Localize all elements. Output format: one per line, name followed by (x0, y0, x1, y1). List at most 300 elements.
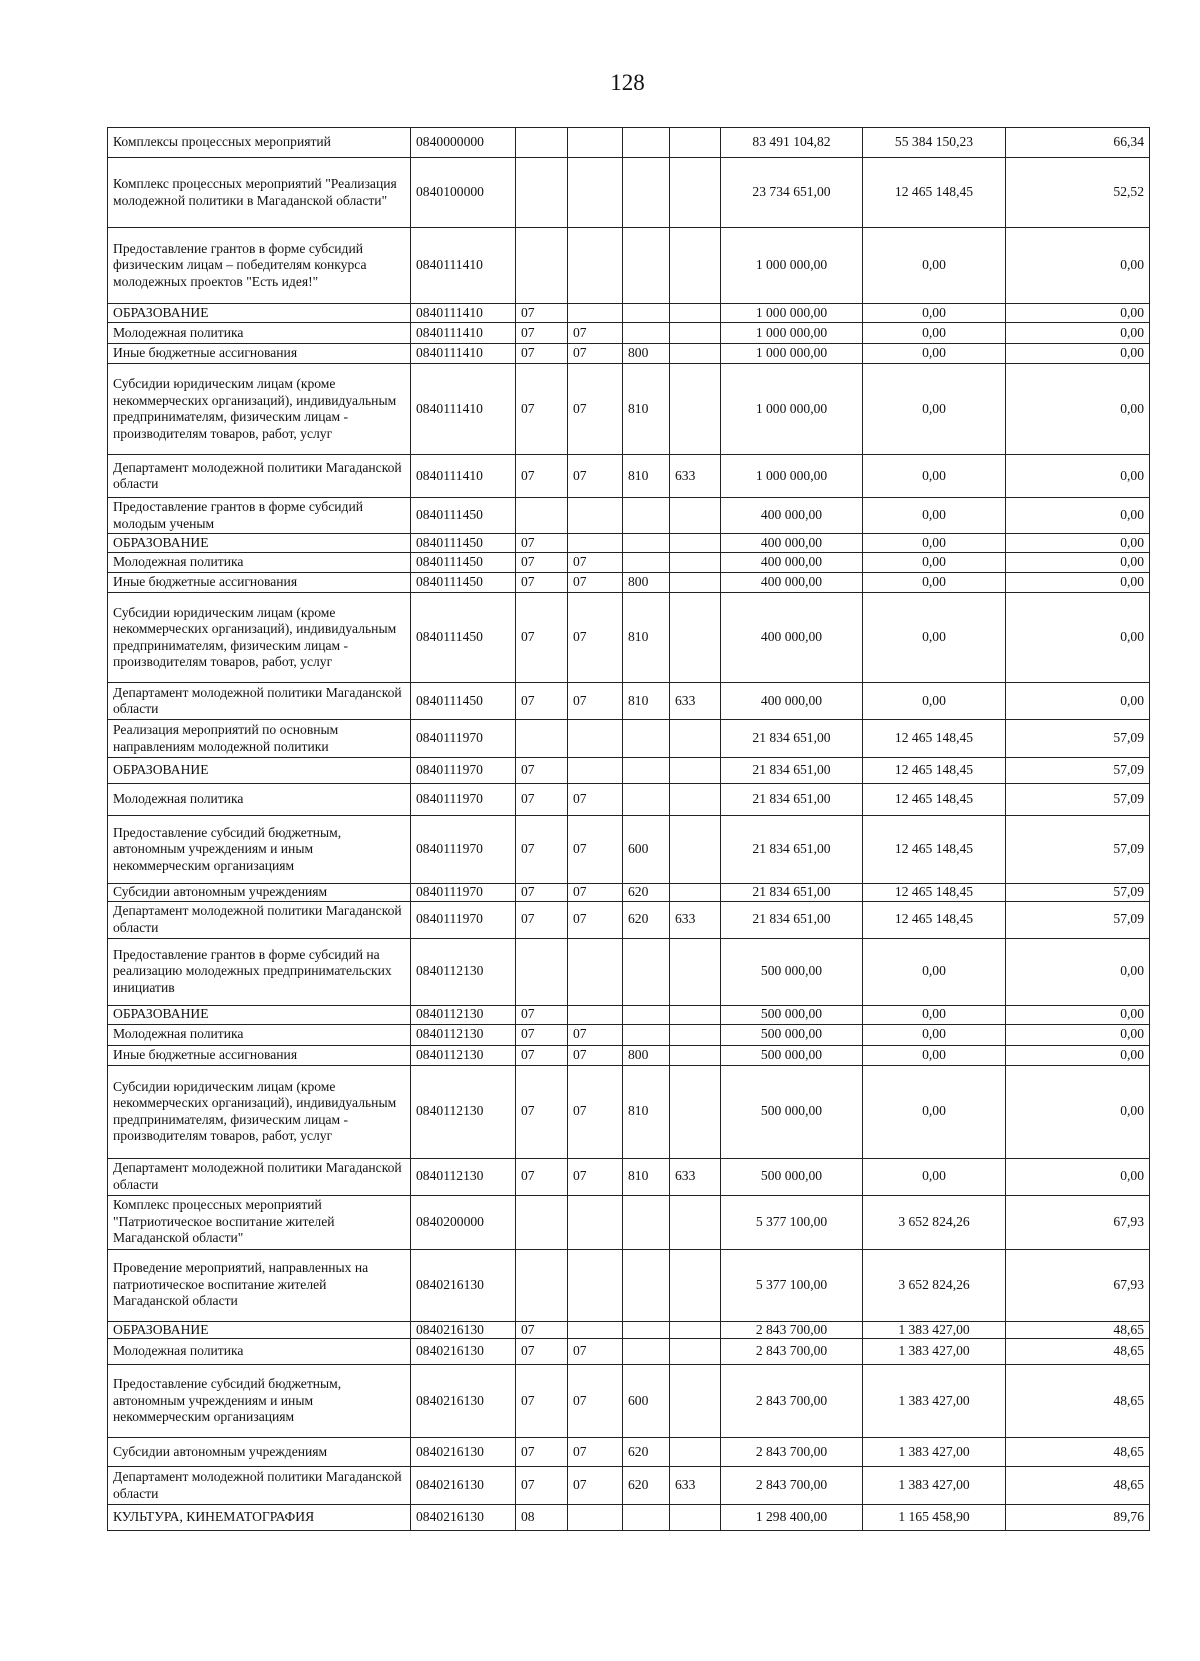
row-executed: 0,00 (863, 534, 1006, 553)
row-percent: 57,09 (1006, 901, 1150, 938)
row-target-article: 0840111970 (411, 720, 516, 758)
row-percent: 0,00 (1006, 938, 1150, 1005)
row-target-article: 0840111450 (411, 534, 516, 553)
row-subsection: 07 (568, 1339, 623, 1365)
row-percent: 89,76 (1006, 1505, 1150, 1531)
row-subsection: 07 (568, 784, 623, 816)
table-row (108, 938, 1150, 1005)
row-name: Иные бюджетные ассигнования (108, 573, 411, 593)
row-name: Департамент молодежной политики Магаданской области (108, 1158, 411, 1195)
row-section: 07 (516, 1045, 568, 1065)
row-subsection: 07 (568, 344, 623, 364)
row-planned: 500 000,00 (721, 1024, 863, 1045)
table-row (108, 683, 1150, 720)
row-section: 07 (516, 1339, 568, 1365)
row-name: Иные бюджетные ассигнования (108, 344, 411, 364)
row-administrator (670, 553, 721, 573)
row-planned: 23 734 651,00 (721, 158, 863, 228)
row-planned: 500 000,00 (721, 1158, 863, 1195)
row-planned: 2 843 700,00 (721, 1467, 863, 1505)
row-administrator (670, 344, 721, 364)
row-executed: 1 383 427,00 (863, 1467, 1006, 1505)
row-name: Молодежная политика (108, 1024, 411, 1045)
table-row (108, 573, 1150, 593)
row-planned: 5 377 100,00 (721, 1195, 863, 1249)
row-administrator (670, 884, 721, 902)
row-planned: 21 834 651,00 (721, 901, 863, 938)
row-administrator (670, 364, 721, 455)
row-executed: 12 465 148,45 (863, 901, 1006, 938)
row-target-article: 0840111410 (411, 228, 516, 304)
row-planned: 400 000,00 (721, 683, 863, 720)
row-percent: 0,00 (1006, 1024, 1150, 1045)
row-subsection: 07 (568, 553, 623, 573)
row-planned: 400 000,00 (721, 553, 863, 573)
row-planned: 21 834 651,00 (721, 758, 863, 784)
row-section: 07 (516, 593, 568, 683)
row-subsection: 07 (568, 884, 623, 902)
table-row (108, 1438, 1150, 1467)
row-administrator (670, 720, 721, 758)
row-planned: 1 000 000,00 (721, 323, 863, 344)
row-target-article: 0840111450 (411, 593, 516, 683)
row-name: Департамент молодежной политики Магаданской области (108, 1467, 411, 1505)
row-executed: 0,00 (863, 304, 1006, 323)
row-name: Субсидии автономным учреждениям (108, 1438, 411, 1467)
row-percent: 0,00 (1006, 498, 1150, 534)
table-row (108, 364, 1150, 455)
row-expense-type (623, 758, 670, 784)
row-percent: 48,65 (1006, 1365, 1150, 1438)
row-executed: 12 465 148,45 (863, 816, 1006, 884)
row-executed: 0,00 (863, 364, 1006, 455)
row-name: Предоставление субсидий бюджетным, автономным учреждениям и иным некоммерческим организациям (108, 816, 411, 884)
row-name: Субсидии юридическим лицам (кроме некоммерческих организаций), индивидуальным предпринимателям, физическим лицам - производителям товаров, работ, услуг (108, 1065, 411, 1158)
row-section: 07 (516, 364, 568, 455)
row-planned: 2 843 700,00 (721, 1438, 863, 1467)
row-subsection (568, 228, 623, 304)
row-administrator (670, 1005, 721, 1024)
row-subsection (568, 720, 623, 758)
row-target-article: 0840111410 (411, 323, 516, 344)
row-planned: 400 000,00 (721, 498, 863, 534)
row-expense-type: 810 (623, 683, 670, 720)
row-expense-type (623, 498, 670, 534)
row-subsection: 07 (568, 1065, 623, 1158)
row-planned: 500 000,00 (721, 938, 863, 1005)
row-section: 07 (516, 1321, 568, 1339)
row-target-article: 0840216130 (411, 1467, 516, 1505)
row-name: ОБРАЗОВАНИЕ (108, 1321, 411, 1339)
row-expense-type: 810 (623, 364, 670, 455)
row-name: Иные бюджетные ассигнования (108, 1045, 411, 1065)
row-planned: 21 834 651,00 (721, 720, 863, 758)
row-name: Комплекс процессных мероприятий "Реализация молодежной политики в Магаданской области" (108, 158, 411, 228)
row-name: Проведение мероприятий, направленных на патриотическое воспитание жителей Магаданской области (108, 1249, 411, 1321)
row-name: КУЛЬТУРА, КИНЕМАТОГРАФИЯ (108, 1505, 411, 1531)
row-percent: 0,00 (1006, 323, 1150, 344)
row-expense-type (623, 1505, 670, 1531)
row-planned: 2 843 700,00 (721, 1365, 863, 1438)
row-expense-type (623, 228, 670, 304)
row-planned: 500 000,00 (721, 1065, 863, 1158)
row-expense-type (623, 1249, 670, 1321)
row-subsection (568, 498, 623, 534)
table-row (108, 1065, 1150, 1158)
row-administrator: 633 (670, 1467, 721, 1505)
row-executed: 0,00 (863, 455, 1006, 498)
row-subsection (568, 938, 623, 1005)
row-section: 07 (516, 1024, 568, 1045)
row-name: Субсидии автономным учреждениям (108, 884, 411, 902)
row-target-article: 0840111450 (411, 683, 516, 720)
row-name: Предоставление грантов в форме субсидий на реализацию молодежных предпринимательских инициатив (108, 938, 411, 1005)
table-row (108, 304, 1150, 323)
table-row (108, 720, 1150, 758)
row-expense-type: 620 (623, 884, 670, 902)
row-section: 07 (516, 455, 568, 498)
row-administrator: 633 (670, 683, 721, 720)
row-percent: 48,65 (1006, 1438, 1150, 1467)
table-row (108, 344, 1150, 364)
row-section (516, 720, 568, 758)
row-expense-type (623, 158, 670, 228)
row-planned: 1 298 400,00 (721, 1505, 863, 1531)
row-administrator (670, 758, 721, 784)
row-administrator (670, 593, 721, 683)
row-subsection: 07 (568, 1365, 623, 1438)
row-percent: 57,09 (1006, 884, 1150, 902)
row-name: Предоставление грантов в форме субсидий молодым ученым (108, 498, 411, 534)
row-expense-type (623, 304, 670, 323)
row-name: Субсидии юридическим лицам (кроме некоммерческих организаций), индивидуальным предпринимателям, физическим лицам - производителям товаров, работ, услуг (108, 364, 411, 455)
row-section: 07 (516, 758, 568, 784)
row-executed: 12 465 148,45 (863, 784, 1006, 816)
row-expense-type (623, 323, 670, 344)
row-expense-type: 620 (623, 1438, 670, 1467)
budget-table (107, 127, 1150, 1531)
table-row (108, 758, 1150, 784)
row-name: ОБРАЗОВАНИЕ (108, 304, 411, 323)
row-name: Реализация мероприятий по основным направлениям молодежной политики (108, 720, 411, 758)
row-target-article: 0840112130 (411, 938, 516, 1005)
row-administrator: 633 (670, 901, 721, 938)
row-administrator (670, 938, 721, 1005)
row-section: 07 (516, 816, 568, 884)
row-subsection: 07 (568, 1024, 623, 1045)
row-expense-type (623, 1321, 670, 1339)
row-subsection: 07 (568, 1438, 623, 1467)
row-subsection: 07 (568, 1467, 623, 1505)
row-planned: 1 000 000,00 (721, 364, 863, 455)
row-subsection (568, 1321, 623, 1339)
row-target-article: 0840216130 (411, 1438, 516, 1467)
row-administrator: 633 (670, 1158, 721, 1195)
table-row (108, 1195, 1150, 1249)
row-section: 07 (516, 1438, 568, 1467)
table-row (108, 553, 1150, 573)
row-subsection: 07 (568, 1045, 623, 1065)
row-target-article: 0840111410 (411, 364, 516, 455)
row-target-article: 0840111450 (411, 553, 516, 573)
row-percent: 0,00 (1006, 553, 1150, 573)
budget-table-body (108, 128, 1150, 1531)
row-executed: 0,00 (863, 553, 1006, 573)
row-percent: 0,00 (1006, 683, 1150, 720)
row-expense-type (623, 128, 670, 158)
row-subsection: 07 (568, 683, 623, 720)
row-expense-type (623, 534, 670, 553)
row-planned: 1 000 000,00 (721, 455, 863, 498)
row-target-article: 0840111970 (411, 901, 516, 938)
row-name: Предоставление субсидий бюджетным, автономным учреждениям и иным некоммерческим организациям (108, 1365, 411, 1438)
row-executed: 1 383 427,00 (863, 1438, 1006, 1467)
row-percent: 48,65 (1006, 1467, 1150, 1505)
row-section (516, 938, 568, 1005)
row-percent: 0,00 (1006, 1065, 1150, 1158)
row-section: 07 (516, 784, 568, 816)
table-row (108, 884, 1150, 902)
table-row (108, 1158, 1150, 1195)
row-percent: 0,00 (1006, 1005, 1150, 1024)
row-planned: 400 000,00 (721, 593, 863, 683)
row-percent: 0,00 (1006, 573, 1150, 593)
table-row (108, 128, 1150, 158)
row-target-article: 0840216130 (411, 1321, 516, 1339)
row-section (516, 128, 568, 158)
row-administrator (670, 1249, 721, 1321)
row-executed: 12 465 148,45 (863, 158, 1006, 228)
row-target-article: 0840111970 (411, 816, 516, 884)
row-executed: 0,00 (863, 323, 1006, 344)
row-target-article: 0840200000 (411, 1195, 516, 1249)
row-executed: 55 384 150,23 (863, 128, 1006, 158)
row-executed: 12 465 148,45 (863, 720, 1006, 758)
table-row (108, 784, 1150, 816)
row-administrator (670, 1339, 721, 1365)
row-executed: 0,00 (863, 573, 1006, 593)
row-target-article: 0840000000 (411, 128, 516, 158)
row-name: Предоставление грантов в форме субсидий физическим лицам – победителям конкурса молодежных проектов "Есть идея!" (108, 228, 411, 304)
row-section (516, 228, 568, 304)
row-percent: 52,52 (1006, 158, 1150, 228)
row-planned: 2 843 700,00 (721, 1321, 863, 1339)
row-percent: 0,00 (1006, 593, 1150, 683)
row-subsection (568, 128, 623, 158)
row-target-article: 0840112130 (411, 1065, 516, 1158)
row-name: Комплексы процессных мероприятий (108, 128, 411, 158)
row-section: 07 (516, 323, 568, 344)
row-executed: 0,00 (863, 1065, 1006, 1158)
row-expense-type (623, 1005, 670, 1024)
row-subsection (568, 534, 623, 553)
row-percent: 0,00 (1006, 534, 1150, 553)
row-administrator: 633 (670, 455, 721, 498)
row-executed: 12 465 148,45 (863, 758, 1006, 784)
row-executed: 0,00 (863, 593, 1006, 683)
row-executed: 0,00 (863, 1158, 1006, 1195)
row-section (516, 1195, 568, 1249)
table-row (108, 593, 1150, 683)
row-executed: 0,00 (863, 938, 1006, 1005)
row-expense-type: 810 (623, 1158, 670, 1195)
row-name: Молодежная политика (108, 784, 411, 816)
row-executed: 3 652 824,26 (863, 1195, 1006, 1249)
row-target-article: 0840111970 (411, 784, 516, 816)
row-section: 07 (516, 884, 568, 902)
row-section: 07 (516, 304, 568, 323)
row-section: 07 (516, 1065, 568, 1158)
row-planned: 21 834 651,00 (721, 884, 863, 902)
row-section: 07 (516, 1365, 568, 1438)
row-executed: 1 383 427,00 (863, 1321, 1006, 1339)
row-section: 07 (516, 344, 568, 364)
row-section (516, 1249, 568, 1321)
row-executed: 0,00 (863, 498, 1006, 534)
row-percent: 0,00 (1006, 1045, 1150, 1065)
row-percent: 57,09 (1006, 720, 1150, 758)
row-percent: 67,93 (1006, 1195, 1150, 1249)
table-row (108, 1024, 1150, 1045)
row-percent: 66,34 (1006, 128, 1150, 158)
row-administrator (670, 534, 721, 553)
row-target-article: 0840100000 (411, 158, 516, 228)
row-subsection (568, 1005, 623, 1024)
row-name: ОБРАЗОВАНИЕ (108, 758, 411, 784)
row-section: 07 (516, 901, 568, 938)
row-executed: 0,00 (863, 1005, 1006, 1024)
row-administrator (670, 816, 721, 884)
row-section: 07 (516, 1005, 568, 1024)
row-subsection: 07 (568, 593, 623, 683)
row-planned: 21 834 651,00 (721, 816, 863, 884)
row-section: 07 (516, 553, 568, 573)
row-name: ОБРАЗОВАНИЕ (108, 1005, 411, 1024)
row-section (516, 158, 568, 228)
row-expense-type (623, 938, 670, 1005)
row-planned: 400 000,00 (721, 573, 863, 593)
table-row (108, 323, 1150, 344)
row-name: Молодежная политика (108, 1339, 411, 1365)
row-expense-type: 600 (623, 1365, 670, 1438)
row-target-article: 0840111970 (411, 758, 516, 784)
row-expense-type: 620 (623, 901, 670, 938)
row-planned: 400 000,00 (721, 534, 863, 553)
row-administrator (670, 1045, 721, 1065)
table-row (108, 228, 1150, 304)
row-administrator (670, 1024, 721, 1045)
row-subsection (568, 158, 623, 228)
row-percent: 67,93 (1006, 1249, 1150, 1321)
row-planned: 83 491 104,82 (721, 128, 863, 158)
row-administrator (670, 1065, 721, 1158)
row-administrator (670, 158, 721, 228)
row-administrator (670, 228, 721, 304)
row-target-article: 0840112130 (411, 1024, 516, 1045)
row-executed: 1 383 427,00 (863, 1365, 1006, 1438)
row-section: 07 (516, 534, 568, 553)
row-name: Департамент молодежной политики Магаданской области (108, 455, 411, 498)
row-percent: 48,65 (1006, 1339, 1150, 1365)
row-subsection (568, 1249, 623, 1321)
row-expense-type (623, 1339, 670, 1365)
row-planned: 21 834 651,00 (721, 784, 863, 816)
row-administrator (670, 128, 721, 158)
row-name: Молодежная политика (108, 553, 411, 573)
table-row (108, 901, 1150, 938)
row-name: Субсидии юридическим лицам (кроме некоммерческих организаций), индивидуальным предпринимателям, физическим лицам - производителям товаров, работ, услуг (108, 593, 411, 683)
row-target-article: 0840111450 (411, 573, 516, 593)
table-row (108, 158, 1150, 228)
row-administrator (670, 573, 721, 593)
table-row (108, 455, 1150, 498)
row-section: 07 (516, 1467, 568, 1505)
row-section: 08 (516, 1505, 568, 1531)
row-executed: 0,00 (863, 683, 1006, 720)
table-row (108, 1505, 1150, 1531)
row-administrator (670, 1365, 721, 1438)
row-subsection: 07 (568, 323, 623, 344)
row-planned: 1 000 000,00 (721, 304, 863, 323)
row-percent: 48,65 (1006, 1321, 1150, 1339)
row-subsection (568, 304, 623, 323)
row-name: Молодежная политика (108, 323, 411, 344)
row-name: Комплекс процессных мероприятий "Патриотическое воспитание жителей Магаданской области" (108, 1195, 411, 1249)
row-subsection: 07 (568, 364, 623, 455)
row-expense-type: 810 (623, 455, 670, 498)
row-subsection (568, 758, 623, 784)
row-expense-type: 800 (623, 1045, 670, 1065)
table-row (108, 1365, 1150, 1438)
row-name: Департамент молодежной политики Магаданской области (108, 901, 411, 938)
row-percent: 0,00 (1006, 344, 1150, 364)
row-administrator (670, 304, 721, 323)
row-subsection (568, 1195, 623, 1249)
table-row (108, 1005, 1150, 1024)
table-row (108, 816, 1150, 884)
row-planned: 1 000 000,00 (721, 228, 863, 304)
row-target-article: 0840216130 (411, 1249, 516, 1321)
row-expense-type: 800 (623, 344, 670, 364)
row-planned: 500 000,00 (721, 1005, 863, 1024)
row-subsection (568, 1505, 623, 1531)
row-administrator (670, 1505, 721, 1531)
row-administrator (670, 784, 721, 816)
row-percent: 0,00 (1006, 455, 1150, 498)
row-expense-type (623, 784, 670, 816)
row-administrator (670, 1438, 721, 1467)
row-target-article: 0840112130 (411, 1005, 516, 1024)
row-percent: 57,09 (1006, 784, 1150, 816)
row-percent: 0,00 (1006, 1158, 1150, 1195)
row-expense-type: 800 (623, 573, 670, 593)
row-administrator (670, 323, 721, 344)
table-row (108, 498, 1150, 534)
row-name: Департамент молодежной политики Магаданской области (108, 683, 411, 720)
row-percent: 0,00 (1006, 364, 1150, 455)
row-percent: 57,09 (1006, 816, 1150, 884)
row-percent: 0,00 (1006, 304, 1150, 323)
row-percent: 0,00 (1006, 228, 1150, 304)
row-target-article: 0840216130 (411, 1339, 516, 1365)
row-target-article: 0840111450 (411, 498, 516, 534)
row-subsection: 07 (568, 1158, 623, 1195)
table-row (108, 1321, 1150, 1339)
row-executed: 12 465 148,45 (863, 884, 1006, 902)
row-executed: 1 165 458,90 (863, 1505, 1006, 1531)
row-executed: 1 383 427,00 (863, 1339, 1006, 1365)
row-executed: 0,00 (863, 344, 1006, 364)
